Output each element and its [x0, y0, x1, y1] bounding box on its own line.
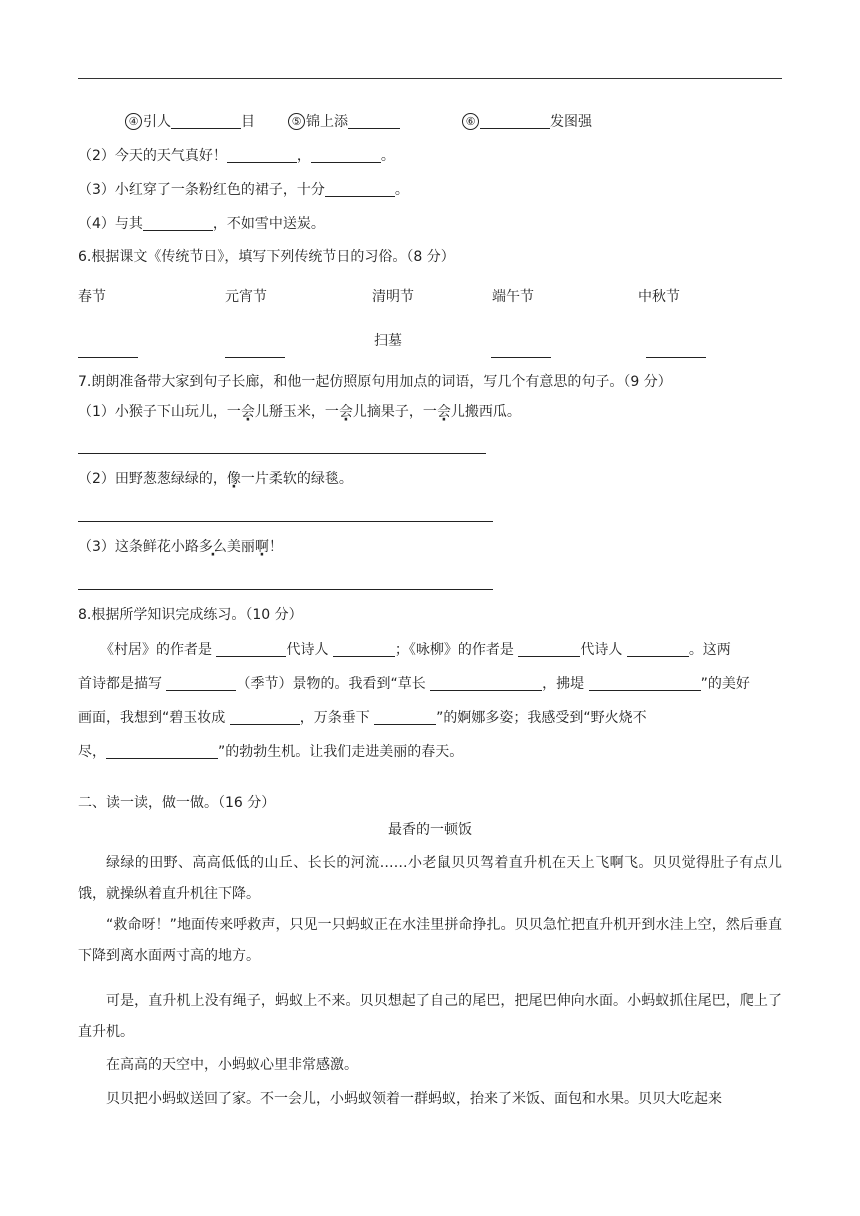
circle-number: ⑤ — [288, 113, 305, 130]
answer-blank[interactable] — [311, 148, 381, 163]
part2-title: 二、读一读，做一做。（16 分） — [78, 795, 276, 811]
festival-spring: 春节 — [78, 289, 106, 305]
circle-number: ④ — [125, 113, 142, 130]
story-paragraph-3: 可是，直升机上没有绳子，蚂蚁上不来。贝贝想起了自己的尾巴，把尾巴伸向水面。小蚂蚁抓住尾巴，爬上了直升机。 — [78, 993, 782, 1040]
q5-sentence-3: （3）小红穿了一条粉红色的裙子，十分 。 — [78, 182, 409, 198]
story-paragraph-2: “救命呀！”地面传来呼救声，只见一只蚂蚁正在水洼里拼命挣扎。贝贝急忙把直升机开到水洼上空，然后垂直下降到离水面两寸高的地方。 — [78, 917, 782, 964]
festival-lantern: 元宵节 — [225, 289, 267, 305]
q5-sentence-2: （2）今天的天气真好！ ， 。 — [78, 148, 395, 164]
q8-line-3: 画面，我想到“碧玉妆成 ，万条垂下 ”的婀娜多姿；我感受到“野火烧不 — [78, 710, 647, 726]
answer-blank[interactable] — [518, 642, 580, 657]
q8-line-2: 首诗都是描写 （季节）景物的。我看到“草长 ，拂堤 ”的美好 — [78, 676, 750, 692]
answer-line-mid-autumn[interactable] — [646, 346, 706, 362]
idiom-6: ⑥ 发图强 — [462, 112, 592, 132]
story-paragraph-5: 贝贝把小蚂蚁送回了家。不一会儿，小蚂蚁领着一群蚂蚁，抬来了米饭、面包和水果。贝贝大吃起来 — [106, 1091, 722, 1107]
circle-number: ⑥ — [462, 113, 479, 130]
festival-dragon-boat: 端午节 — [492, 289, 534, 305]
q7-sentence-2: （2）田野葱葱绿绿的，像一片柔软的绿毯。 — [78, 471, 353, 487]
answer-blank[interactable] — [333, 642, 395, 657]
answer-blank[interactable] — [227, 148, 297, 163]
q8-title: 8.根据所学知识完成练习。（10 分） — [78, 607, 303, 623]
answer-blank[interactable] — [627, 642, 689, 657]
idiom-5: ⑤ 锦上添 — [288, 112, 400, 132]
answer-blank[interactable] — [480, 114, 550, 129]
idiom-4: ④ 引人 目 — [125, 112, 255, 132]
answer-blank[interactable] — [230, 710, 300, 725]
q7-sentence-3: （3）这条鲜花小路多么美丽啊！ — [78, 539, 283, 555]
festival-mid-autumn: 中秋节 — [638, 289, 680, 305]
story-paragraph-1: 绿绿的田野、高高低低的山丘、长长的河流……小老鼠贝贝驾着直升机在天上飞啊飞。贝贝觉得肚子有点儿饿，就操纵着直升机往下降。 — [78, 855, 782, 902]
write-line-2[interactable] — [78, 521, 493, 522]
answer-blank[interactable] — [325, 182, 395, 197]
q5-sentence-4: （4）与其 ，不如雪中送炭。 — [78, 216, 325, 232]
answer-blank[interactable] — [430, 676, 542, 691]
answer-blank[interactable] — [171, 114, 241, 129]
q8-line-1: 《村居》的作者是 代诗人 ；《咏柳》的作者是 代诗人 。这两 — [100, 642, 731, 658]
answer-line-lantern[interactable] — [225, 346, 285, 362]
q7-sentence-1: （1）小猴子下山玩儿，一会儿掰玉米，一会儿摘果子，一会儿搬西瓜。 — [78, 404, 521, 420]
answer-blank[interactable] — [166, 676, 236, 691]
answer-qingming: 扫墓 — [374, 333, 402, 349]
write-line-3[interactable] — [78, 589, 493, 590]
answer-blank[interactable] — [216, 642, 286, 657]
answer-blank[interactable] — [374, 710, 436, 725]
answer-blank[interactable] — [143, 216, 213, 231]
write-line-1[interactable] — [78, 453, 486, 454]
story-title: 最香的一顿饭 — [388, 822, 472, 838]
q8-line-4: 尽， ”的勃勃生机。让我们走进美丽的春天。 — [78, 744, 464, 760]
answer-blank[interactable] — [348, 114, 400, 129]
header-rule — [78, 78, 782, 79]
q7-title: 7.朗朗准备带大家到句子长廊，和他一起仿照原句用加点的词语，写几个有意思的句子。（9 分） — [78, 374, 672, 390]
festival-qingming: 清明节 — [372, 289, 414, 305]
answer-line-spring[interactable] — [78, 346, 138, 362]
story-paragraph-4: 在高高的天空中，小蚂蚁心里非常感激。 — [106, 1057, 358, 1073]
q6-title: 6.根据课文《传统节日》，填写下列传统节日的习俗。（8 分） — [78, 249, 455, 265]
answer-blank[interactable] — [106, 744, 218, 759]
answer-line-dragon-boat[interactable] — [491, 346, 551, 362]
answer-blank[interactable] — [589, 676, 701, 691]
